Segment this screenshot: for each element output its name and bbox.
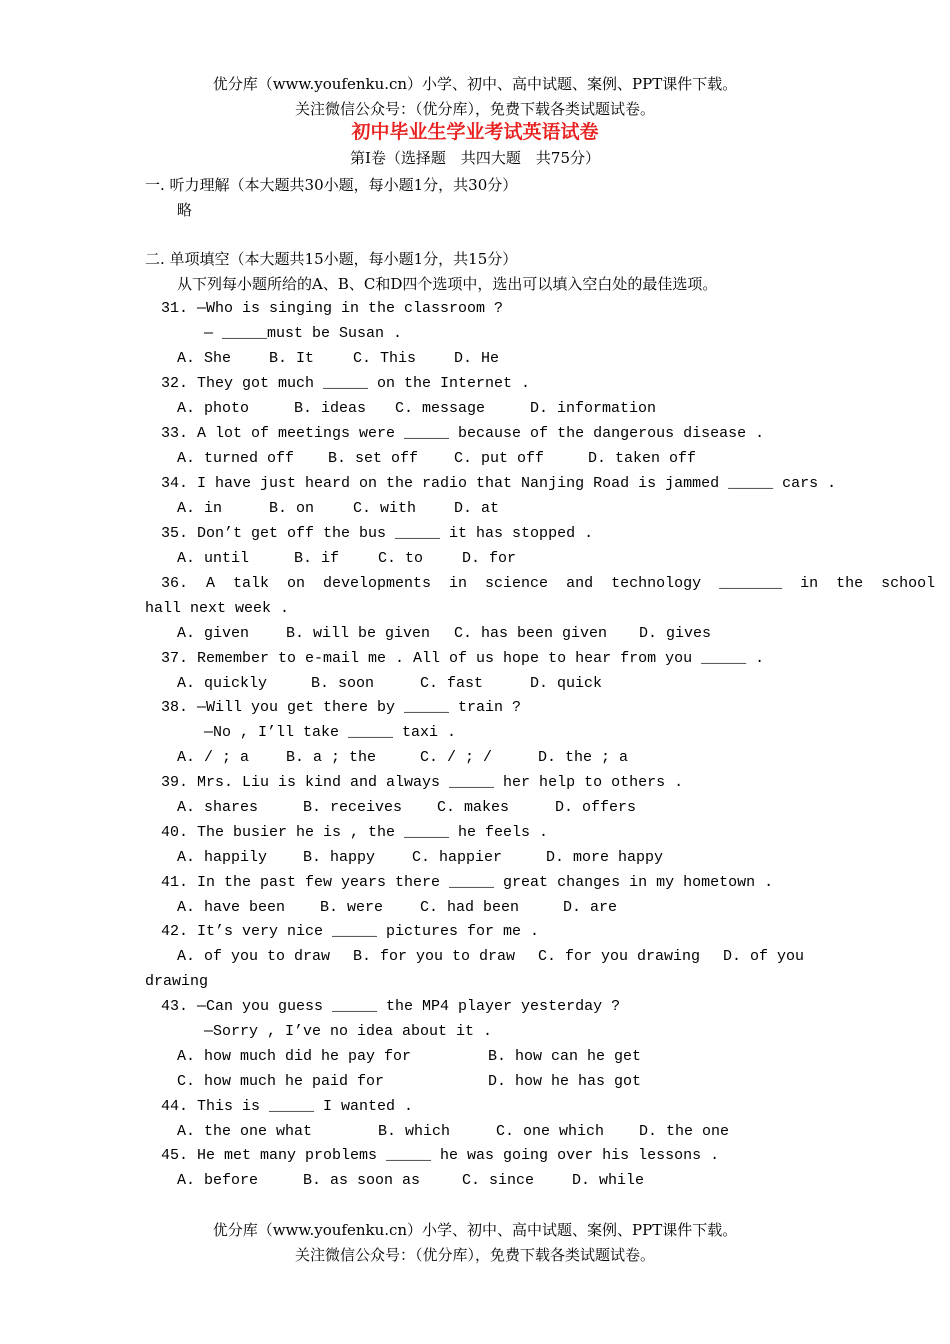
- question-40-stem: 40. The busier he is , the _____ he feels .: [161, 824, 549, 841]
- question-38-option-a: A. / ; a: [177, 749, 250, 766]
- question-37-option-d: D. quick: [530, 675, 603, 692]
- question-32-option-b: B. ideas: [294, 400, 367, 417]
- question-37-option-c: C. fast: [420, 675, 484, 692]
- question-33-option-d: D. taken off: [588, 450, 697, 467]
- question-44-option-a: A. the one what: [177, 1123, 313, 1140]
- question-32-stem: 32. They got much _____ on the Internet .: [161, 375, 531, 392]
- question-34-option-d: D. at: [454, 500, 500, 517]
- question-31-option-b: B. It: [269, 350, 315, 367]
- question-33-option-b: B. set off: [328, 450, 419, 467]
- question-43-option-b: B. how can he get: [488, 1048, 642, 1065]
- question-34-option-a: A. in: [177, 500, 223, 517]
- question-32-option-c: C. message: [395, 400, 486, 417]
- question-35-stem: 35. Don’t get off the bus _____ it has stopped .: [161, 525, 594, 542]
- question-36-option-b: B. will be given: [286, 625, 431, 642]
- question-36-option-d: D. gives: [639, 625, 712, 642]
- section-1-note: 略: [177, 201, 193, 219]
- page-subtitle: 第I卷（选择题 共四大题 共75分）: [349, 149, 600, 167]
- question-44-option-b: B. which: [378, 1123, 451, 1140]
- section-1-heading: 一. 听力理解（本大题共30小题，每小题1分，共30分）: [145, 176, 518, 194]
- question-42-option-a: A. of you to draw: [177, 948, 331, 965]
- question-31-stem-2: — _____must be Susan .: [204, 325, 403, 342]
- question-39-option-b: B. receives: [303, 799, 403, 816]
- question-38-option-c: C. / ; /: [420, 749, 493, 766]
- question-39-option-c: C. makes: [437, 799, 510, 816]
- question-45-option-c: C. since: [462, 1172, 535, 1189]
- section-2-heading: 二. 单项填空（本大题共15小题，每小题1分，共15分）: [145, 250, 518, 268]
- question-44-option-c: C. one which: [496, 1123, 605, 1140]
- question-40-option-c: C. happier: [412, 849, 503, 866]
- question-34-stem: 34. I have just heard on the radio that Nanjing Road is jammed _____ cars .: [161, 475, 837, 492]
- section-2-instruction: 从下列每小题所给的A、B、C和D四个选项中，选出可以填入空白处的最佳选项。: [177, 275, 718, 293]
- question-36-stem: 36. A talk on developments in science and technology _______ in the school: [161, 575, 936, 592]
- question-41-stem: 41. In the past few years there _____ great changes in my hometown .: [161, 874, 774, 891]
- question-36-option-c: C. has been given: [454, 625, 608, 642]
- question-40-option-b: B. happy: [303, 849, 376, 866]
- question-34-option-c: C. with: [353, 500, 417, 517]
- question-42-option-d-cont: drawing: [145, 973, 209, 990]
- question-31-option-c: C. This: [353, 350, 417, 367]
- page-title: 初中毕业生学业考试英语试卷: [351, 121, 599, 143]
- question-32-option-d: D. information: [530, 400, 657, 417]
- question-34-option-b: B. on: [269, 500, 315, 517]
- question-33-option-a: A. turned off: [177, 450, 295, 467]
- header-line-2: 关注微信公众号：（优分库），免费下载各类试题试卷。: [294, 100, 655, 118]
- question-43-stem-2: —Sorry , I’ve no idea about it .: [204, 1023, 493, 1040]
- header-line-1: 优分库（www.youfenku.cn）小学、初中、高中试题、案例、PPT课件下载。: [212, 75, 738, 93]
- question-39-stem: 39. Mrs. Liu is kind and always _____ her help to others .: [161, 774, 684, 791]
- question-31-option-a: A. She: [177, 350, 232, 367]
- question-41-option-b: B. were: [320, 899, 384, 916]
- question-45-option-d: D. while: [572, 1172, 645, 1189]
- question-33-stem: 33. A lot of meetings were _____ because of the dangerous disease .: [161, 425, 765, 442]
- question-45-stem: 45. He met many problems _____ he was going over his lessons .: [161, 1147, 720, 1164]
- footer-line-2: 关注微信公众号：（优分库），免费下载各类试题试卷。: [294, 1246, 655, 1264]
- question-43-option-d: D. how he has got: [488, 1073, 642, 1090]
- question-36-stem-2: hall next week .: [145, 600, 290, 617]
- question-37-option-a: A. quickly: [177, 675, 268, 692]
- question-37-option-b: B. soon: [311, 675, 375, 692]
- question-39-option-a: A. shares: [177, 799, 259, 816]
- question-40-option-a: A. happily: [177, 849, 268, 866]
- question-32-option-a: A. photo: [177, 400, 250, 417]
- question-44-option-d: D. the one: [639, 1123, 730, 1140]
- question-41-option-d: D. are: [563, 899, 618, 916]
- question-45-option-a: A. before: [177, 1172, 259, 1189]
- question-44-stem: 44. This is _____ I wanted .: [161, 1098, 414, 1115]
- question-42-option-b: B. for you to draw: [353, 948, 516, 965]
- question-35-option-b: B. if: [294, 550, 340, 567]
- footer-line-1: 优分库（www.youfenku.cn）小学、初中、高中试题、案例、PPT课件下载。: [212, 1221, 738, 1239]
- question-40-option-d: D. more happy: [546, 849, 664, 866]
- question-38-stem-2: —No , I’ll take _____ taxi .: [204, 724, 457, 741]
- question-42-option-c: C. for you drawing: [538, 948, 701, 965]
- question-33-option-c: C. put off: [454, 450, 545, 467]
- question-41-option-a: A. have been: [177, 899, 286, 916]
- question-42-option-d: D. of you: [723, 948, 805, 965]
- question-31-stem: 31. —Who is singing in the classroom ?: [161, 300, 504, 317]
- question-31-option-d: D. He: [454, 350, 500, 367]
- question-42-stem: 42. It’s very nice _____ pictures for me .: [161, 923, 540, 940]
- question-41-option-c: C. had been: [420, 899, 520, 916]
- question-35-option-d: D. for: [462, 550, 517, 567]
- question-36-option-a: A. given: [177, 625, 250, 642]
- question-35-option-c: C. to: [378, 550, 424, 567]
- question-45-option-b: B. as soon as: [303, 1172, 421, 1189]
- question-38-option-b: B. a ; the: [286, 749, 377, 766]
- question-37-stem: 37. Remember to e-mail me . All of us hope to hear from you _____ .: [161, 650, 765, 667]
- question-43-stem: 43. —Can you guess _____ the MP4 player yesterday ?: [161, 998, 621, 1015]
- question-38-option-d: D. the ; a: [538, 749, 629, 766]
- question-43-option-c: C. how much he paid for: [177, 1073, 385, 1090]
- question-39-option-d: D. offers: [555, 799, 637, 816]
- question-43-option-a: A. how much did he pay for: [177, 1048, 412, 1065]
- question-38-stem: 38. —Will you get there by _____ train ?: [161, 699, 522, 716]
- question-35-option-a: A. until: [177, 550, 250, 567]
